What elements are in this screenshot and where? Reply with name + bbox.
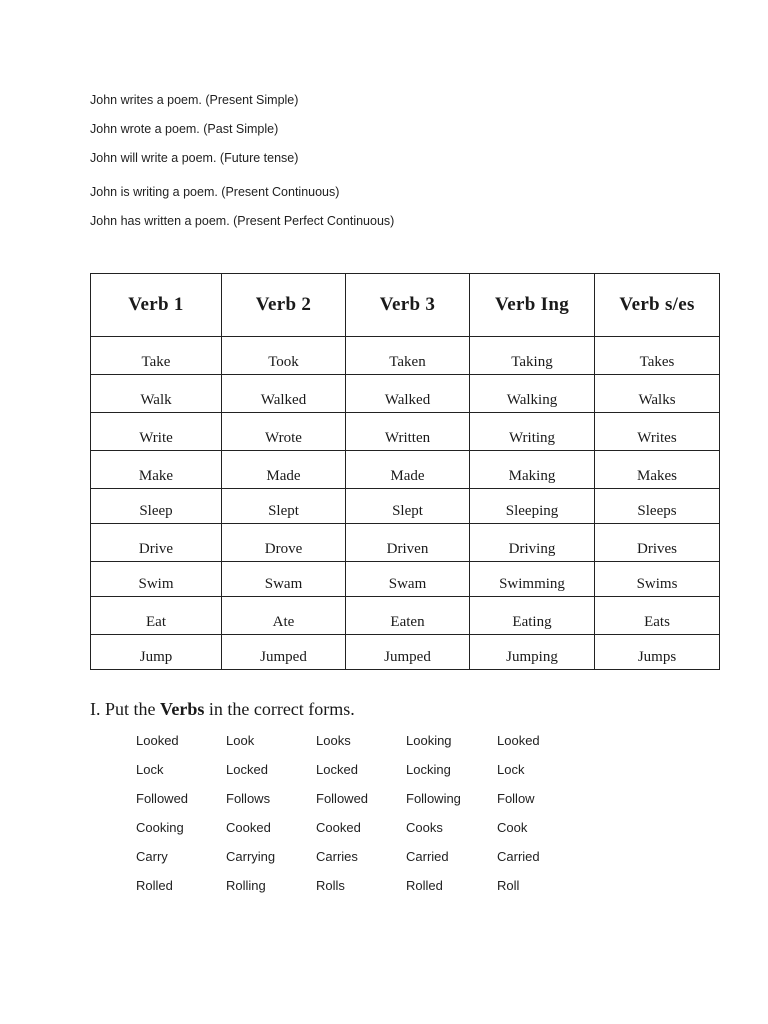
- table-cell: Eat: [91, 597, 222, 635]
- table-cell: Sleeping: [470, 489, 595, 524]
- table-cell: Made: [222, 451, 346, 489]
- table-cell: Eaten: [346, 597, 470, 635]
- table-cell: Took: [222, 337, 346, 375]
- table-row: [91, 524, 720, 562]
- sentence-present-perfect: John has written a poem. (Present Perfect Continuous): [90, 214, 395, 228]
- word-grid-item: Following: [406, 791, 461, 806]
- word-grid-item: Carrying: [226, 849, 276, 864]
- word-grid-item: Carries: [316, 849, 358, 864]
- word-grid-item: Roll: [497, 878, 520, 893]
- instruction-prefix: I. Put the: [90, 699, 160, 719]
- verb-forms-table: [90, 273, 720, 670]
- exercise-instruction: [90, 699, 355, 720]
- word-grid-item: Cooking: [136, 820, 184, 835]
- header-verb-ses: Verb s/es: [595, 274, 720, 337]
- word-grid-item: Lock: [136, 762, 164, 777]
- word-grid-item: Rolled: [406, 878, 443, 893]
- header-verb-ing: Verb Ing: [470, 274, 595, 337]
- sentence-present-simple: John writes a poem. (Present Simple): [90, 93, 299, 107]
- table-cell: Jumped: [222, 635, 346, 670]
- table-cell: Writing: [470, 413, 595, 451]
- table-cell: Slept: [346, 489, 470, 524]
- word-grid-item: Looks: [316, 733, 351, 748]
- table-cell: Swimming: [470, 562, 595, 597]
- table-cell: Takes: [595, 337, 720, 375]
- table-cell: Drives: [595, 524, 720, 562]
- table-cell: Drive: [91, 524, 222, 562]
- table-row: [91, 489, 720, 524]
- table-cell: Walked: [346, 375, 470, 413]
- word-grid-item: Rolls: [316, 878, 345, 893]
- word-grid-item: Rolled: [136, 878, 173, 893]
- word-grid-item: Locked: [226, 762, 268, 777]
- header-verb-3: Verb 3: [346, 274, 470, 337]
- table-cell: Walked: [222, 375, 346, 413]
- word-grid-item: Locking: [406, 762, 451, 777]
- table-cell: Jumps: [595, 635, 720, 670]
- table-cell: Jumping: [470, 635, 595, 670]
- word-grid-item: Follow: [497, 791, 535, 806]
- word-grid-item: Looked: [497, 733, 540, 748]
- table-cell: Driven: [346, 524, 470, 562]
- table-cell: Makes: [595, 451, 720, 489]
- table-cell: Written: [346, 413, 470, 451]
- table-cell: Make: [91, 451, 222, 489]
- table-cell: Sleep: [91, 489, 222, 524]
- word-grid-item: Cook: [497, 820, 528, 835]
- word-grid-item: Followed: [316, 791, 369, 806]
- table-cell: Swims: [595, 562, 720, 597]
- table-cell: Jump: [91, 635, 222, 670]
- word-grid-item: Rolling: [226, 878, 266, 893]
- word-grid-item: Carry: [136, 849, 168, 864]
- sentence-present-continuous: John is writing a poem. (Present Continuous): [90, 185, 340, 199]
- table-row: [91, 597, 720, 635]
- table-cell: Taking: [470, 337, 595, 375]
- table-cell: Swam: [222, 562, 346, 597]
- sentence-past-simple: John wrote a poem. (Past Simple): [90, 122, 279, 136]
- table-cell: Eats: [595, 597, 720, 635]
- table-cell: Swim: [91, 562, 222, 597]
- table-cell: Made: [346, 451, 470, 489]
- instruction-suffix: in the correct forms.: [204, 699, 355, 719]
- table-cell: Writes: [595, 413, 720, 451]
- table-cell: Wrote: [222, 413, 346, 451]
- table-cell: Take: [91, 337, 222, 375]
- table-cell: Jumped: [346, 635, 470, 670]
- word-grid-item: Look: [226, 733, 255, 748]
- table-cell: Sleeps: [595, 489, 720, 524]
- table-row: [91, 337, 720, 375]
- word-grid-item: Cooks: [406, 820, 443, 835]
- table-header-row: [91, 274, 720, 337]
- word-grid-item: Followed: [136, 791, 189, 806]
- table-row: [91, 635, 720, 670]
- table-row: [91, 562, 720, 597]
- table-cell: Ate: [222, 597, 346, 635]
- word-grid-item: Looked: [136, 733, 179, 748]
- word-grid-item: Looking: [406, 733, 452, 748]
- table-cell: Driving: [470, 524, 595, 562]
- table-cell: Making: [470, 451, 595, 489]
- word-grid-item: Cooked: [316, 820, 361, 835]
- table-cell: Walk: [91, 375, 222, 413]
- word-grid-item: Lock: [497, 762, 525, 777]
- table-row: [91, 451, 720, 489]
- word-grid-item: Carried: [406, 849, 449, 864]
- word-grid-item: Locked: [316, 762, 358, 777]
- table-cell: Eating: [470, 597, 595, 635]
- table-cell: Walks: [595, 375, 720, 413]
- table-cell: Walking: [470, 375, 595, 413]
- table-row: [91, 413, 720, 451]
- table-cell: Write: [91, 413, 222, 451]
- header-verb-2: Verb 2: [222, 274, 346, 337]
- table-cell: Taken: [346, 337, 470, 375]
- sentence-future: John will write a poem. (Future tense): [90, 151, 299, 165]
- word-grid-item: Cooked: [226, 820, 271, 835]
- word-grid-item: Carried: [497, 849, 540, 864]
- table-row: [91, 375, 720, 413]
- header-verb-1: Verb 1: [91, 274, 222, 337]
- table-cell: Swam: [346, 562, 470, 597]
- table-cell: Drove: [222, 524, 346, 562]
- table-cell: Slept: [222, 489, 346, 524]
- instruction-bold: Verbs: [160, 699, 205, 719]
- word-grid-item: Follows: [226, 791, 271, 806]
